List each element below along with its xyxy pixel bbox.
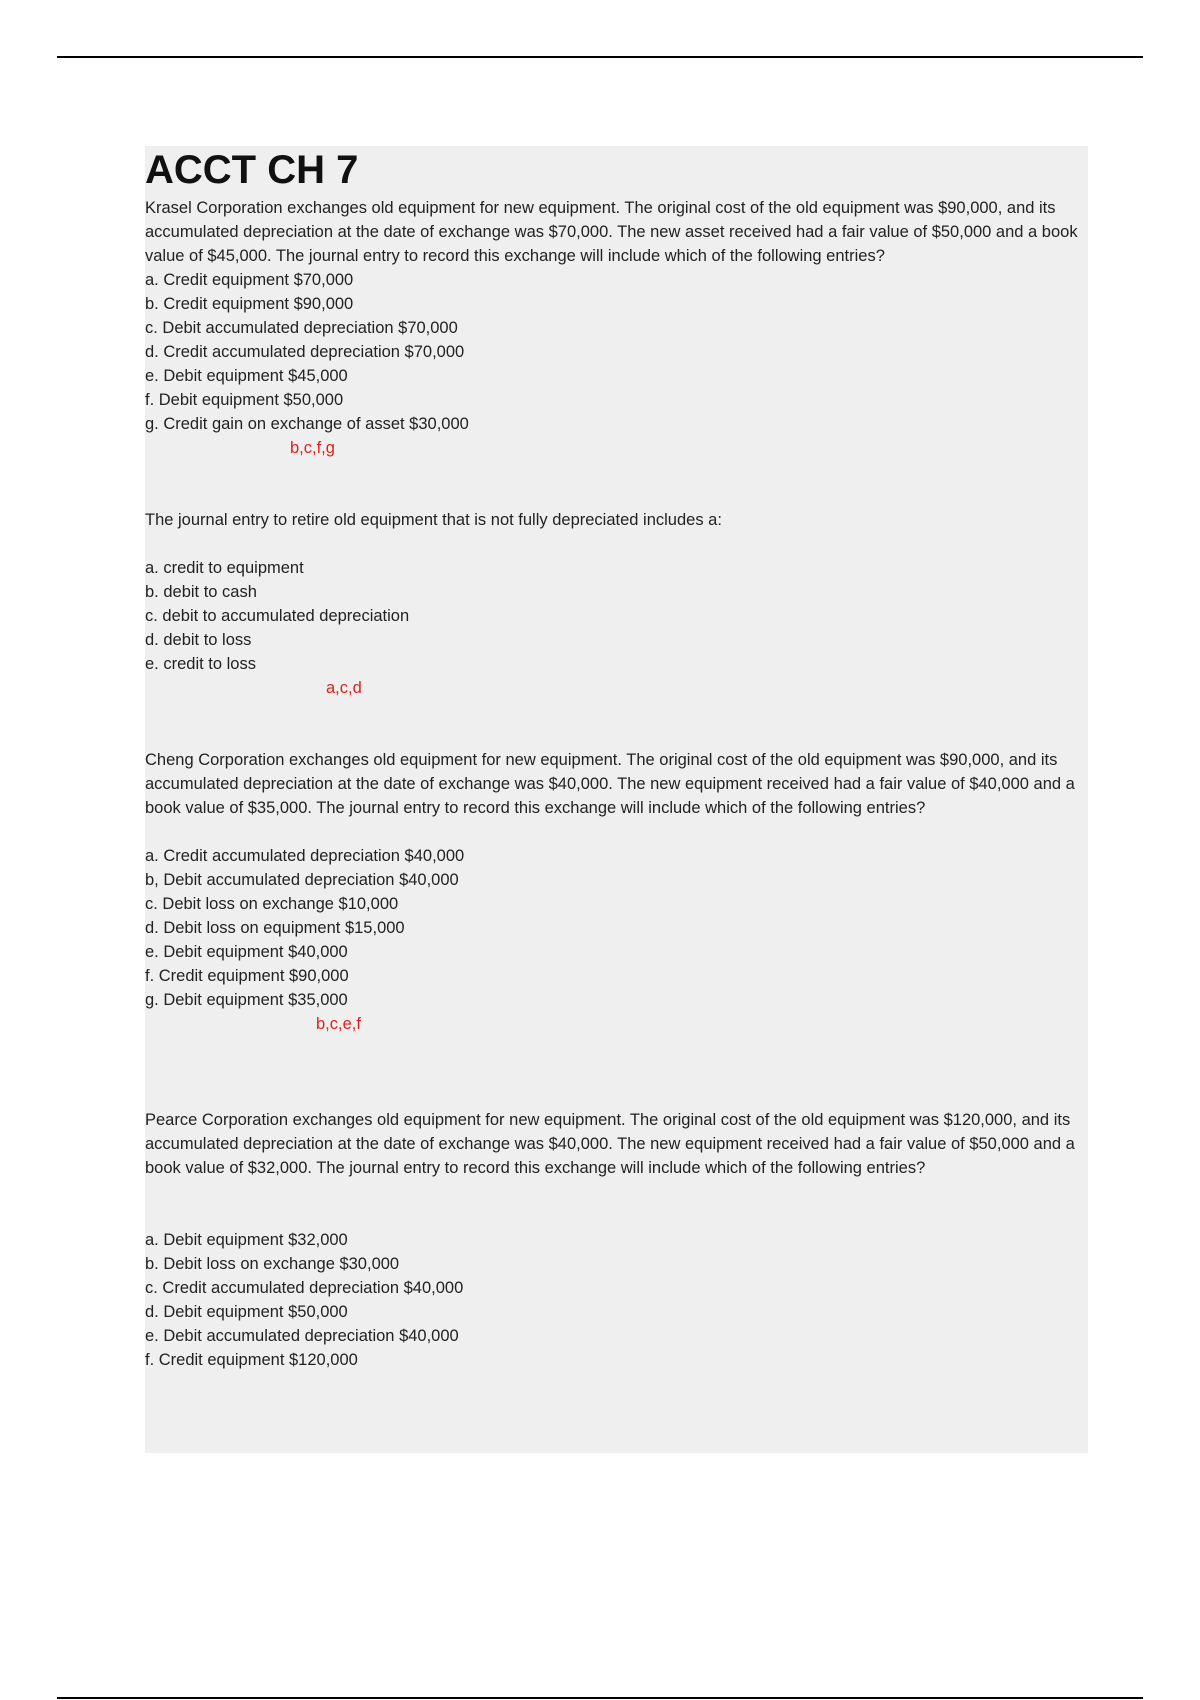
option-item: f. Credit equipment $120,000 xyxy=(145,1351,358,1369)
option-item: a. Credit accumulated depreciation $40,000 xyxy=(145,847,465,865)
option-item: e. Debit equipment $45,000 xyxy=(145,367,348,385)
option-item: g. Credit gain on exchange of asset $30,000 xyxy=(145,415,469,433)
option-item: b, Debit accumulated depreciation $40,000 xyxy=(145,871,459,889)
page-title: ACCT CH 7 xyxy=(145,148,359,192)
question-text: Cheng Corporation exchanges old equipment for new equipment. The original cost of the old equipment was $90,000, and its accumulated depreciation at the date of exchange was $40,000. The new equipment received had a fair value of $40,000 and a book value of $35,000. The journal entry to record this exchange will include which of the following entries? xyxy=(145,751,1075,817)
option-item: e. Debit equipment $40,000 xyxy=(145,943,348,961)
option-item: c. Debit loss on exchange $10,000 xyxy=(145,895,399,913)
option-item: c. Debit accumulated depreciation $70,000 xyxy=(145,319,458,337)
option-list xyxy=(145,556,1088,676)
option-list xyxy=(145,1228,1088,1372)
option-item: b. Credit equipment $90,000 xyxy=(145,295,354,313)
option-item: e. credit to loss xyxy=(145,655,256,673)
option-item: g. Debit equipment $35,000 xyxy=(145,991,348,1009)
question-block xyxy=(145,748,1088,1036)
option-item: b. Debit loss on exchange $30,000 xyxy=(145,1255,400,1273)
option-item: f. Credit equipment $90,000 xyxy=(145,967,349,985)
question-text: Krasel Corporation exchanges old equipment for new equipment. The original cost of the old equipment was $90,000, and its accumulated depreciation at the date of exchange was $70,000. The new asset received had a fair value of $50,000 and a book value of $45,000. The journal entry to record this exchange will include which of the following entries? xyxy=(145,199,1078,265)
header-rule xyxy=(57,56,1143,58)
document-content xyxy=(145,146,1088,1453)
footer-rule xyxy=(57,1697,1143,1699)
question-text: The journal entry to retire old equipment that is not fully depreciated includes a: xyxy=(145,511,722,529)
option-item: c. debit to accumulated depreciation xyxy=(145,607,410,625)
option-item: d. debit to loss xyxy=(145,631,252,649)
option-item: d. Credit accumulated depreciation $70,000 xyxy=(145,343,465,361)
option-item: e. Debit accumulated depreciation $40,000 xyxy=(145,1327,459,1345)
option-item: c. Credit accumulated depreciation $40,000 xyxy=(145,1279,464,1297)
option-item: a. Credit equipment $70,000 xyxy=(145,271,354,289)
option-list xyxy=(145,844,1088,1012)
option-item: b. debit to cash xyxy=(145,583,257,601)
option-item: f. Debit equipment $50,000 xyxy=(145,391,344,409)
option-list xyxy=(145,268,1088,436)
answer-key: b,c,f,g xyxy=(290,439,335,457)
option-item: d. Debit equipment $50,000 xyxy=(145,1303,348,1321)
question-block xyxy=(145,508,1088,700)
option-item: a. Debit equipment $32,000 xyxy=(145,1231,348,1249)
question-text: Pearce Corporation exchanges old equipment for new equipment. The original cost of the old equipment was $120,000, and its accumulated depreciation at the date of exchange was $40,000. The new equipment received had a fair value of $50,000 and a book value of $32,000. The journal entry to record this exchange will include which of the following entries? xyxy=(145,1111,1075,1177)
question-block xyxy=(145,196,1088,460)
answer-key: a,c,d xyxy=(326,679,362,697)
question-block xyxy=(145,1108,1088,1372)
answer-key: b,c,e,f xyxy=(316,1015,361,1033)
option-item: a. credit to equipment xyxy=(145,559,304,577)
option-item: d. Debit loss on equipment $15,000 xyxy=(145,919,405,937)
